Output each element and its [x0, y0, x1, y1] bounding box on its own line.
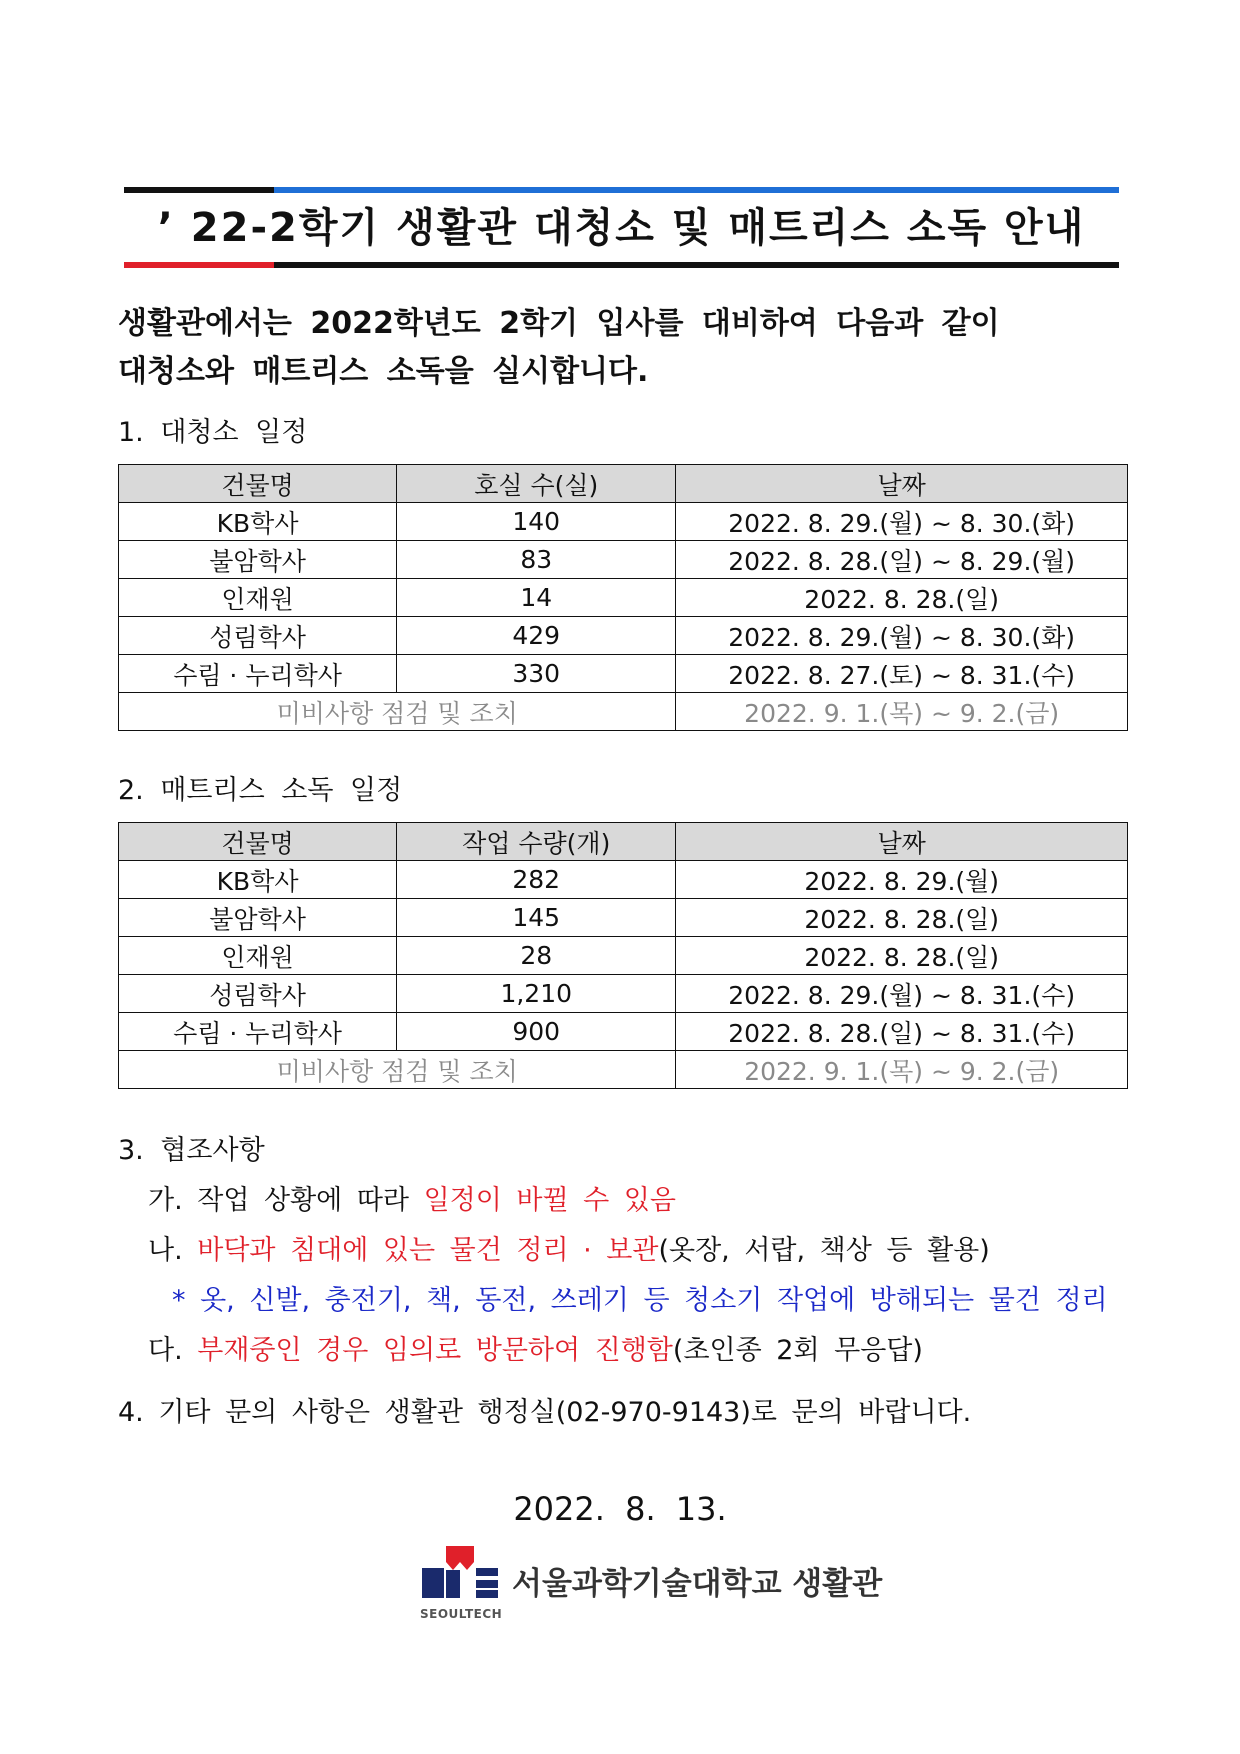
cell-inspection-label: 미비사항 점검 및 조치 — [119, 1051, 676, 1089]
table-row — [119, 937, 1128, 975]
cell-building: KB학사 — [119, 503, 397, 541]
header-quantity: 작업 수량(개) — [397, 823, 676, 861]
title-top-rule — [124, 187, 1119, 193]
cell-inspection-label: 미비사항 점검 및 조치 — [119, 693, 676, 731]
page-title: ’ 22-2학기 생활관 대청소 및 매트리스 소독 안내 — [157, 205, 1086, 251]
item-c-highlight: 부재중인 경우 임의로 방문하여 진행함 — [197, 1335, 673, 1366]
cell-building: 불암학사 — [119, 541, 397, 579]
cell-date: 2022. 8. 29.(월) ~ 8. 30.(화) — [676, 617, 1128, 655]
cooperation-note: * 옷, 신발, 충전기, 책, 동전, 쓰레기 등 청소기 작업에 방해되는 물건 정리 — [172, 1285, 1108, 1316]
item-c-suffix: (초인종 2회 무응답) — [672, 1335, 923, 1366]
header-rooms: 호실 수(실) — [397, 465, 676, 503]
cell-building: 불암학사 — [119, 899, 397, 937]
header-building: 건물명 — [119, 465, 397, 503]
header-date: 날짜 — [676, 823, 1128, 861]
cell-inspection-date: 2022. 9. 1.(목) ~ 9. 2.(금) — [676, 1051, 1128, 1089]
cell-building: 성림학사 — [119, 975, 397, 1013]
cell-building: 수림 · 누리학사 — [119, 1013, 397, 1051]
cell-count: 83 — [397, 541, 676, 579]
cooperation-item-a — [148, 1178, 676, 1217]
header-date: 날짜 — [676, 465, 1128, 503]
table-row — [119, 899, 1128, 937]
table-header-row — [119, 823, 1128, 861]
cell-count: 900 — [397, 1013, 676, 1051]
cell-date: 2022. 8. 29.(월) ~ 8. 30.(화) — [676, 503, 1128, 541]
item-a-text: 가. 작업 상황에 따라 — [148, 1185, 424, 1216]
header-building: 건물명 — [119, 823, 397, 861]
cell-building: 수림 · 누리학사 — [119, 655, 397, 693]
table-row — [119, 655, 1128, 693]
table-row — [119, 579, 1128, 617]
table-row — [119, 617, 1128, 655]
item-b-highlight: 바닥과 침대에 있는 물건 정리 · 보관 — [197, 1235, 659, 1266]
item-b-suffix: (옷장, 서랍, 책상 등 활용) — [658, 1235, 990, 1266]
table-row — [119, 975, 1128, 1013]
table-footer-row — [119, 693, 1128, 731]
cell-date: 2022. 8. 28.(일) — [676, 937, 1128, 975]
title-bottom-rule — [124, 262, 1119, 268]
section3-heading: 3. 협조사항 — [118, 1135, 265, 1166]
cooperation-item-c — [148, 1328, 923, 1367]
cleaning-schedule-table — [118, 464, 1128, 731]
cell-building: 성림학사 — [119, 617, 397, 655]
cell-date: 2022. 8. 29.(월) ~ 8. 31.(수) — [676, 975, 1128, 1013]
cell-inspection-date: 2022. 9. 1.(목) ~ 9. 2.(금) — [676, 693, 1128, 731]
cell-building: 인재원 — [119, 937, 397, 975]
item-c-text: 다. — [148, 1335, 198, 1366]
cell-date: 2022. 8. 28.(일) ~ 8. 29.(월) — [676, 541, 1128, 579]
cell-date: 2022. 8. 28.(일) — [676, 899, 1128, 937]
cell-date: 2022. 8. 28.(일) — [676, 579, 1128, 617]
cell-count: 330 — [397, 655, 676, 693]
cell-building: 인재원 — [119, 579, 397, 617]
seoultech-logo-icon — [422, 1546, 502, 1616]
section1-heading: 1. 대청소 일정 — [118, 417, 308, 448]
cell-count: 140 — [397, 503, 676, 541]
cell-count: 282 — [397, 861, 676, 899]
cell-date: 2022. 8. 28.(일) ~ 8. 31.(수) — [676, 1013, 1128, 1051]
contact-line: 4. 기타 문의 사항은 생활관 행정실(02-970-9143)로 문의 바랍니다. — [118, 1397, 972, 1428]
cell-date: 2022. 8. 27.(토) ~ 8. 31.(수) — [676, 655, 1128, 693]
cooperation-item-b — [148, 1228, 990, 1267]
cell-count: 14 — [397, 579, 676, 617]
section2-heading: 2. 매트리스 소독 일정 — [118, 775, 403, 806]
cell-count: 145 — [397, 899, 676, 937]
table-row — [119, 541, 1128, 579]
table-header-row — [119, 465, 1128, 503]
intro-line-1: 생활관에서는 2022학년도 2학기 입사를 대비하여 다음과 같이 — [118, 306, 1000, 341]
cell-count: 1,210 — [397, 975, 676, 1013]
cell-count: 28 — [397, 937, 676, 975]
cell-date: 2022. 8. 29.(월) — [676, 861, 1128, 899]
table-footer-row — [119, 1051, 1128, 1089]
table-row — [119, 1013, 1128, 1051]
item-a-highlight: 일정이 바뀔 수 있음 — [423, 1185, 676, 1216]
cell-building: KB학사 — [119, 861, 397, 899]
table-row — [119, 861, 1128, 899]
intro-line-2: 대청소와 매트리스 소독을 실시합니다. — [118, 354, 649, 389]
item-b-text: 나. — [148, 1235, 198, 1266]
mattress-schedule-table — [118, 822, 1128, 1089]
table-row — [119, 503, 1128, 541]
organization-name: 서울과학기술대학교 생활관 — [512, 1566, 883, 1602]
cell-count: 429 — [397, 617, 676, 655]
notice-date: 2022. 8. 13. — [513, 1490, 727, 1528]
logo-wordmark: SEOULTECH — [420, 1607, 503, 1621]
